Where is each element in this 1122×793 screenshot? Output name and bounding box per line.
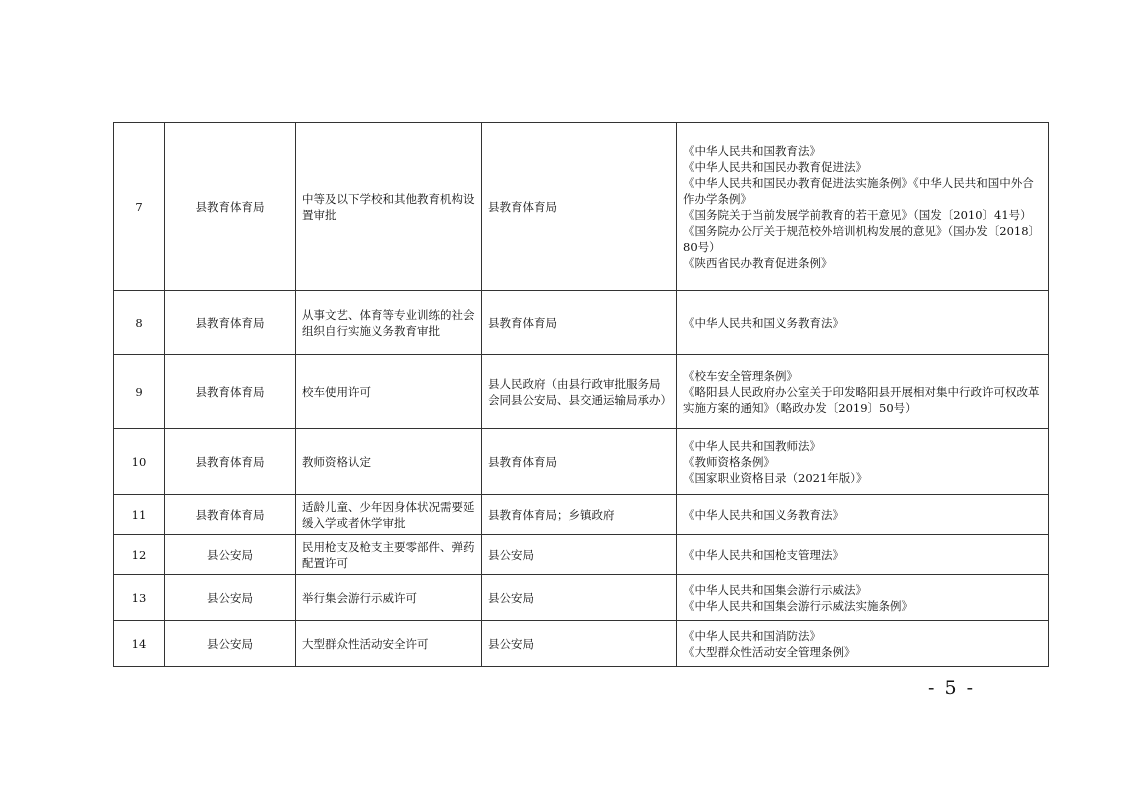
implementer-cell: 县教育体育局 (482, 429, 677, 495)
basis-line: 《中华人民共和国集会游行示威法》 (683, 582, 867, 597)
item-name-cell: 中等及以下学校和其他教育机构设置审批 (296, 123, 482, 291)
table-row (114, 621, 1049, 667)
legal-basis-cell (677, 291, 1049, 355)
table-row (114, 575, 1049, 621)
implementer-cell: 县教育体育局 (482, 291, 677, 355)
department-cell: 县公安局 (165, 575, 296, 621)
basis-line: 《中华人民共和国义务教育法》 (683, 507, 844, 522)
item-name-cell: 校车使用许可 (296, 355, 482, 429)
row-number: 12 (114, 535, 165, 575)
table-row (114, 291, 1049, 355)
legal-basis-cell (677, 535, 1049, 575)
department-cell: 县公安局 (165, 621, 296, 667)
table-row (114, 495, 1049, 535)
basis-line: 《中华人民共和国民办教育促进法实施条例》《中华人民共和国中外合作办学条例》 (683, 175, 1034, 206)
row-number: 8 (114, 291, 165, 355)
implementer-cell: 县教育体育局；乡镇政府 (482, 495, 677, 535)
basis-line: 《略阳县人民政府办公室关于印发略阳县开展相对集中行政许可权改革实施方案的通知》（略政办发〔2019〕50号） (683, 384, 1040, 415)
item-name-cell: 教师资格认定 (296, 429, 482, 495)
basis-line: 《大型群众性活动安全管理条例》 (683, 644, 856, 659)
row-number: 14 (114, 621, 165, 667)
legal-basis-cell (677, 123, 1049, 291)
basis-line: 《国务院关于当前发展学前教育的若干意见》（国发〔2010〕41号） (683, 207, 1032, 222)
table-row (114, 429, 1049, 495)
item-name-cell: 举行集会游行示威许可 (296, 575, 482, 621)
department-cell: 县教育体育局 (165, 291, 296, 355)
department-cell: 县教育体育局 (165, 123, 296, 291)
legal-basis-cell (677, 495, 1049, 535)
table-body (114, 123, 1049, 667)
item-name-cell: 民用枪支及枪支主要零部件、弹药配置许可 (296, 535, 482, 575)
approval-items-table (113, 122, 1049, 667)
implementer-cell: 县公安局 (482, 621, 677, 667)
legal-basis-cell (677, 429, 1049, 495)
basis-line: 《中华人民共和国枪支管理法》 (683, 547, 844, 562)
department-cell: 县教育体育局 (165, 495, 296, 535)
row-number: 10 (114, 429, 165, 495)
item-name-cell: 大型群众性活动安全许可 (296, 621, 482, 667)
item-name-cell: 适龄儿童、少年因身体状况需要延缓入学或者休学审批 (296, 495, 482, 535)
implementer-cell: 县公安局 (482, 535, 677, 575)
basis-line: 《中华人民共和国消防法》 (683, 628, 821, 643)
basis-line: 《中华人民共和国教育法》 (683, 143, 821, 158)
legal-basis-cell (677, 575, 1049, 621)
department-cell: 县公安局 (165, 535, 296, 575)
basis-line: 《国家职业资格目录（2021年版）》 (683, 470, 868, 485)
basis-line: 《陕西省民办教育促进条例》 (683, 255, 833, 270)
legal-basis-cell (677, 355, 1049, 429)
row-number: 7 (114, 123, 165, 291)
implementer-cell: 县教育体育局 (482, 123, 677, 291)
row-number: 11 (114, 495, 165, 535)
basis-line: 《校车安全管理条例》 (683, 368, 798, 383)
basis-line: 《中华人民共和国民办教育促进法》 (683, 159, 867, 174)
basis-line: 《教师资格条例》 (683, 454, 775, 469)
row-number: 9 (114, 355, 165, 429)
basis-line: 《中华人民共和国集会游行示威法实施条例》 (683, 598, 913, 613)
basis-line: 《中华人民共和国教师法》 (683, 438, 821, 453)
department-cell: 县教育体育局 (165, 355, 296, 429)
basis-line: 《中华人民共和国义务教育法》 (683, 315, 844, 330)
table-row (114, 355, 1049, 429)
table-row (114, 123, 1049, 291)
legal-basis-cell (677, 621, 1049, 667)
item-name-cell: 从事文艺、体育等专业训练的社会组织自行实施义务教育审批 (296, 291, 482, 355)
row-number: 13 (114, 575, 165, 621)
basis-line: 《国务院办公厅关于规范校外培训机构发展的意见》（国办发〔2018〕80号） (683, 223, 1041, 254)
department-cell: 县教育体育局 (165, 429, 296, 495)
implementer-cell: 县人民政府（由县行政审批服务局会同县公安局、县交通运输局承办） (482, 355, 677, 429)
page-number: - 5 - (928, 677, 976, 699)
table-row (114, 535, 1049, 575)
implementer-cell: 县公安局 (482, 575, 677, 621)
